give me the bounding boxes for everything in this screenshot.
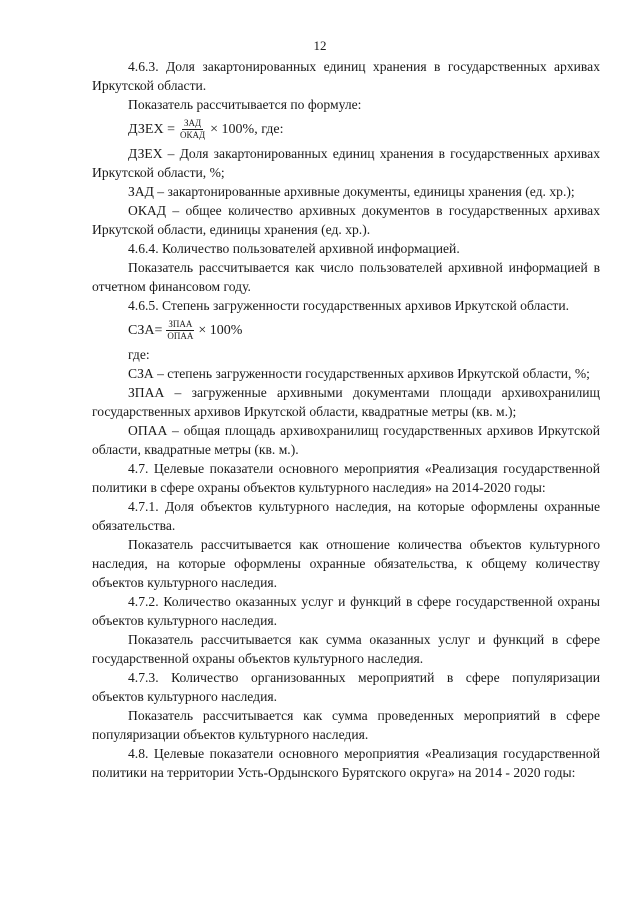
paragraph: СЗА – степень загруженности государственных архивов Иркутской области, %; [128,366,590,381]
formula-left: ДЗЕХ = [128,121,175,137]
formula-right: × 100%, где: [210,121,284,137]
formula-right: × 100% [198,322,243,338]
paragraph: Показатель рассчитывается как число пользователей архивной информацией в отчетном финансовом году. [92,260,600,294]
paragraph: 4.6.4. Количество пользователей архивной информацией. [128,241,460,256]
paragraph: Показатель рассчитывается по формуле: [128,97,362,112]
formula-fraction [165,319,195,342]
paragraph: ЗАД – закартонированные архивные документы, единицы хранения (ед. хр.); [128,184,575,199]
paragraph: ЗПАА – загруженные архивными документами площади архивохранилищ государственных архивов Иркутской области, квадратные метры (кв. м.); [92,385,600,419]
document-body [92,57,600,782]
formula-denominator: ОКАД [179,129,206,140]
paragraph: ОПАА – общая площадь архивохранилищ государственных архивов Иркутской области, квадратные метры (кв. м.). [92,423,600,457]
formula [128,114,600,144]
paragraph: Показатель рассчитывается как отношение количества объектов культурного наследия, на которые оформлены охранные обязательства, к общему количеству объектов культурного наследия. [92,537,600,590]
page-number: 12 [313,38,327,53]
paragraph: 4.7.3. Количество организованных мероприятий в сфере популяризации объектов культурного наследия. [92,670,600,704]
paragraph: ОКАД – общее количество архивных документов в государственных архивах Иркутской области, единицы хранения (ед. хр.). [92,203,600,237]
paragraph: 4.6.5. Степень загруженности государственных архивов Иркутской области. [128,298,569,313]
formula-left: СЗА= [128,322,163,338]
formula-numerator: ЗПАА [168,318,193,329]
formula [128,315,600,345]
formula-denominator: ОПАА [167,330,194,341]
paragraph: 4.6.3. Доля закартонированных единиц хранения в государственных архивах Иркутской области. [92,59,600,93]
formula-numerator: ЗАД [183,117,202,128]
paragraph: 4.7.1. Доля объектов культурного наследия, на которые оформлены охранные обязательства. [92,499,600,533]
paragraph: 4.7. Целевые показатели основного мероприятия «Реализация государственной политики в сфере охраны объектов культурного наследия» на 2014-2020 годы: [92,461,600,495]
paragraph: где: [128,347,150,362]
formula-fraction [178,118,207,141]
paragraph: 4.8. Целевые показатели основного мероприятия «Реализация государственной политики на территории Усть-Ордынского Бурятского округа» на 2014 - 2020 годы: [92,746,600,780]
paragraph: ДЗЕХ – Доля закартонированных единиц хранения в государственных архивах Иркутской области, %; [92,146,600,180]
paragraph: Показатель рассчитывается как сумма оказанных услуг и функций в сфере государственной охраны объектов культурного наследия. [92,632,600,666]
paragraph: 4.7.2. Количество оказанных услуг и функций в сфере государственной охраны объектов культурного наследия. [92,594,600,628]
paragraph: Показатель рассчитывается как сумма проведенных мероприятий в сфере популяризации объектов культурного наследия. [92,708,600,742]
